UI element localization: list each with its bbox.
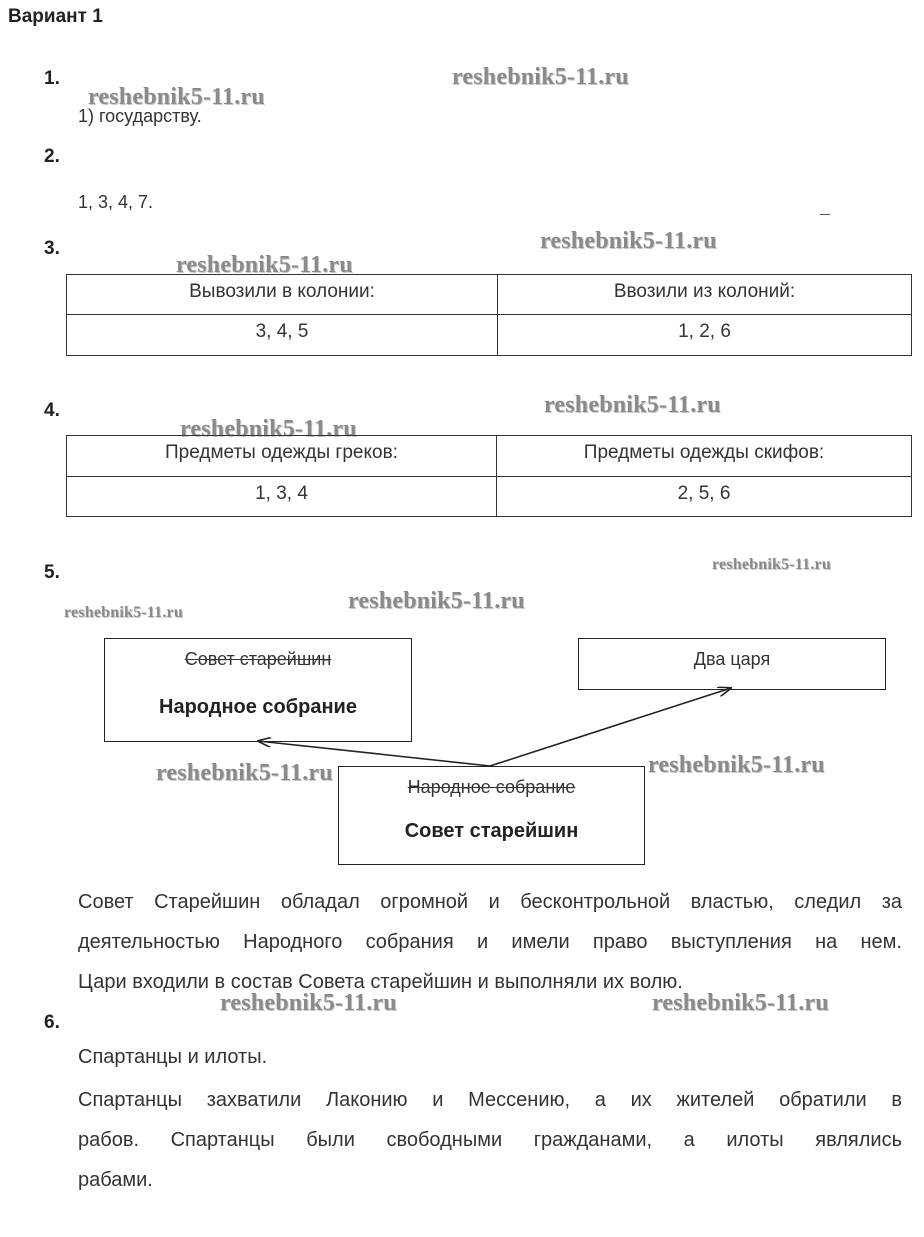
paragraph-line: Цари входили в состав Совета старейшин и выполняли их волю. bbox=[78, 971, 683, 993]
watermark: reshebnik5-11.ru bbox=[544, 392, 721, 418]
paragraph-line: рабами. bbox=[78, 1169, 153, 1191]
box-left bbox=[104, 638, 412, 742]
watermark: reshebnik5-11.ru bbox=[540, 228, 717, 254]
watermark: reshebnik5-11.ru bbox=[88, 84, 265, 110]
table-cell: 1, 2, 6 bbox=[498, 315, 912, 356]
table-cell: 1, 3, 4 bbox=[67, 477, 497, 517]
watermark: reshebnik5-11.ru bbox=[712, 556, 831, 573]
paragraph-line: Совет Старейшин обладал огромной и бесконтрольной властью, следил за bbox=[78, 891, 902, 913]
paragraph-line: Спартанцы захватили Лаконию и Мессению, а их жителей обратили в bbox=[78, 1089, 902, 1111]
question-6-text bbox=[78, 1080, 902, 1200]
question-4-number: 4. bbox=[44, 400, 60, 421]
question-2-answer: 1, 3, 4, 7. bbox=[78, 192, 154, 212]
table-header-cell: Предметы одежды греков: bbox=[67, 436, 497, 477]
question-6-number: 6. bbox=[44, 1012, 60, 1033]
box-bottom-struck-text: Народное собрание bbox=[407, 777, 576, 797]
paragraph-line: деятельностью Народного собрания и имели право выступления на нем. bbox=[78, 931, 902, 953]
table-header-cell: Предметы одежды скифов: bbox=[497, 436, 912, 477]
watermark: reshebnik5-11.ru bbox=[180, 416, 357, 442]
watermark: reshebnik5-11.ru bbox=[156, 760, 333, 786]
question-5-number: 5. bbox=[44, 562, 60, 583]
box-bottom bbox=[338, 766, 645, 865]
question-1-answer: 1) государству. bbox=[78, 106, 202, 126]
watermark: reshebnik5-11.ru bbox=[452, 64, 629, 90]
box-right bbox=[578, 638, 886, 690]
box-right-label: Два царя bbox=[693, 649, 771, 669]
question-6-line1: Спартанцы и илоты. bbox=[78, 1046, 268, 1068]
table-header-cell: Вывозили в колонии: bbox=[67, 275, 498, 315]
question-2-number: 2. bbox=[44, 146, 60, 167]
table-cell: 3, 4, 5 bbox=[67, 315, 498, 356]
watermark: reshebnik5-11.ru bbox=[176, 252, 353, 278]
box-left-struck-text: Совет старейшин bbox=[184, 649, 332, 669]
watermark: reshebnik5-11.ru bbox=[648, 752, 825, 778]
watermark: reshebnik5-11.ru bbox=[220, 990, 397, 1016]
question-5-text bbox=[78, 882, 902, 1002]
watermark: reshebnik5-11.ru bbox=[652, 990, 829, 1016]
box-bottom-label: Совет старейшин bbox=[404, 820, 579, 842]
box-left-label: Народное собрание bbox=[159, 696, 357, 718]
watermark: reshebnik5-11.ru bbox=[348, 588, 525, 614]
paragraph-line: рабов. Спартанцы были свободными гражданами, а илоты являлись bbox=[78, 1129, 902, 1151]
watermark: reshebnik5-11.ru bbox=[64, 604, 183, 621]
table-header-cell: Ввозили из колоний: bbox=[498, 275, 912, 315]
table-cell: 2, 5, 6 bbox=[497, 477, 912, 517]
page-title: Вариант 1 bbox=[8, 6, 103, 27]
question-3-number: 3. bbox=[44, 238, 60, 259]
question-1-number: 1. bbox=[44, 68, 60, 89]
